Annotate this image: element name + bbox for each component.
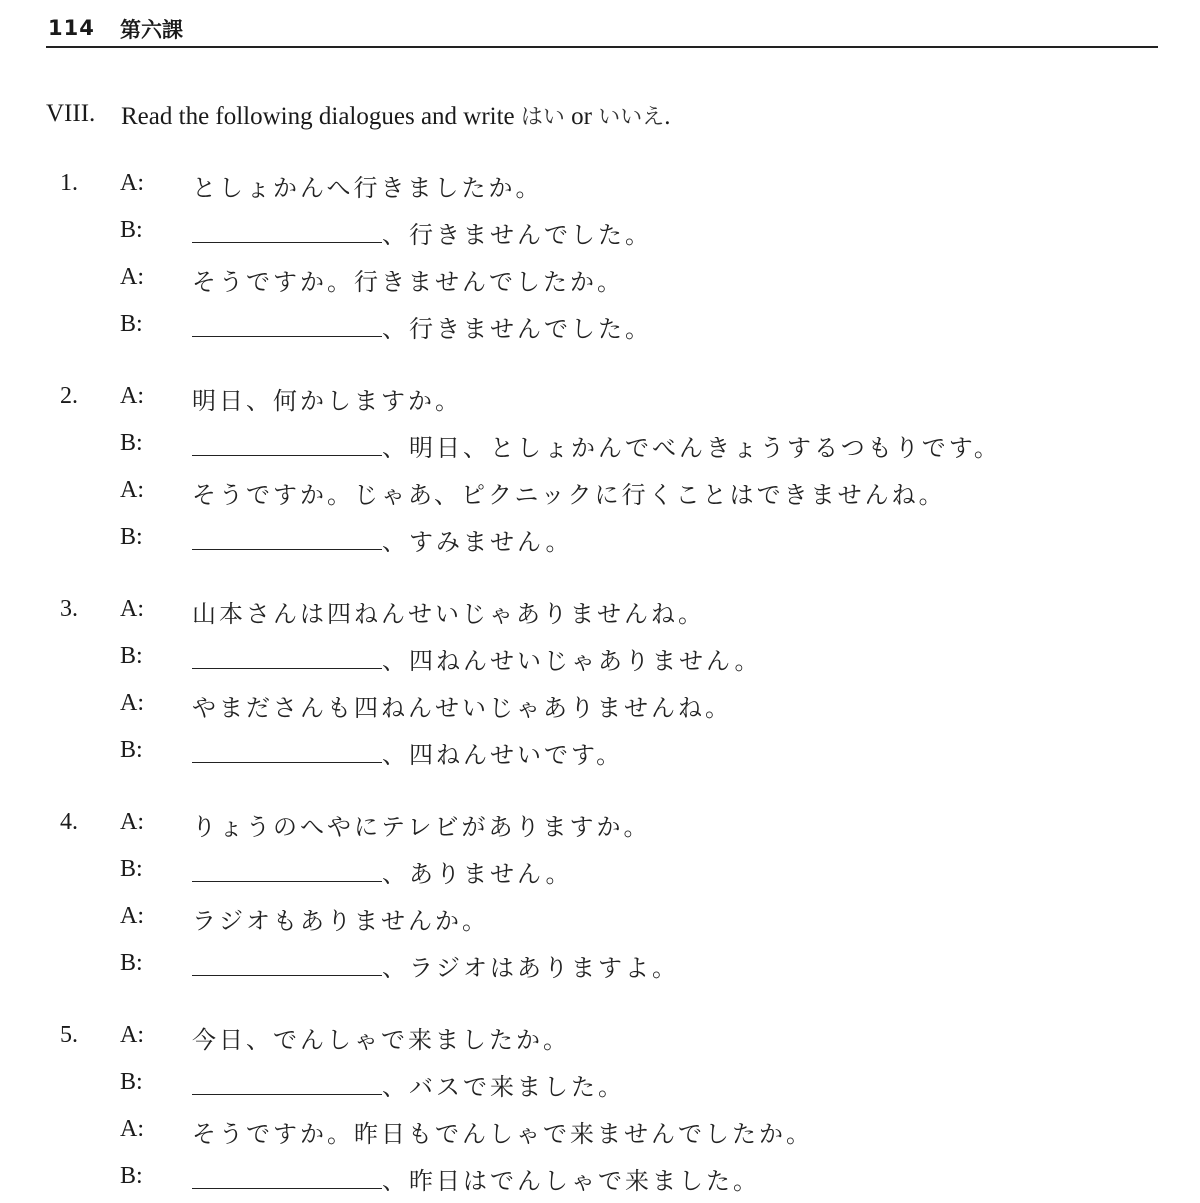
utterance [192,594,705,629]
section-number: VIII. [46,100,96,127]
instruction-text-en: Read the following dialogues and write [121,103,521,130]
utterance-text: ラジオもありませんか。 [192,907,489,935]
speaker-label: B: [120,643,143,669]
instruction-or: or [564,103,599,130]
speaker-label: A: [120,1116,144,1142]
utterance [192,428,1001,463]
speaker-label: B: [120,311,143,337]
dialogue-line [0,950,1200,990]
dialogue-line [0,1116,1200,1156]
dialogue-line [0,383,1200,423]
utterance-text: 今日、でんしゃで来ましたか。 [192,1026,570,1054]
answer-blank[interactable] [192,736,382,763]
lesson-title: 第六課 [120,18,183,42]
speaker-label: A: [120,690,144,716]
instruction-hai: はい [520,105,565,130]
speaker-label: A: [120,903,144,929]
instruction-text [121,100,671,131]
utterance [192,262,624,297]
utterance [192,901,489,936]
speaker-label: B: [120,430,143,456]
dialogue-line [0,1069,1200,1109]
utterance-text: 山本さんは四ねんせいじゃありませんね。 [192,600,705,628]
exercise-number: 2. [60,383,78,409]
dialogue-line [0,264,1200,304]
dialogue-line [0,690,1200,730]
dialogue-line [0,477,1200,517]
utterance-text: 、ありません。 [382,860,573,888]
answer-blank[interactable] [192,1068,382,1095]
utterance [192,807,651,842]
utterance-text: 、四ねんせいじゃありません。 [382,647,762,675]
dialogue-line [0,856,1200,896]
utterance-text: としょかんへ行きましたか。 [192,174,543,202]
utterance [192,168,543,203]
utterance-text: りょうのへやにテレビがありますか。 [192,813,651,841]
speaker-label: A: [120,264,144,290]
speaker-label: A: [120,383,144,409]
answer-blank[interactable] [192,642,382,669]
utterance-text: 、昨日はでんしゃで来ました。 [382,1167,760,1195]
utterance [192,475,946,510]
instruction-period: . [664,103,671,130]
utterance [192,309,652,344]
answer-blank[interactable] [192,216,382,243]
speaker-label: B: [120,856,143,882]
speaker-label: A: [120,1022,144,1048]
speaker-label: A: [120,170,144,196]
utterance-text: 、行きませんでした。 [382,315,652,343]
exercise-number: 5. [60,1022,78,1048]
dialogue-line [0,809,1200,849]
speaker-label: A: [120,477,144,503]
utterance-text: 、すみません。 [382,528,573,556]
dialogue-line [0,524,1200,564]
utterance [192,1114,813,1149]
speaker-label: A: [120,809,144,835]
instruction-iie: いいえ [598,105,665,130]
dialogue-line [0,1022,1200,1062]
utterance-text: そうですか。昨日もでんしゃで来ませんでしたか。 [192,1120,813,1148]
exercise-number: 3. [60,596,78,622]
utterance-text: やまださんも四ねんせいじゃありませんね。 [192,694,732,722]
answer-blank[interactable] [192,523,382,550]
speaker-label: B: [120,1069,143,1095]
utterance [192,1020,570,1055]
utterance [192,735,623,770]
answer-blank[interactable] [192,949,382,976]
utterance-text: 、行きませんでした。 [382,221,652,249]
utterance [192,641,761,676]
exercise-number: 4. [60,809,78,835]
speaker-label: B: [120,737,143,763]
utterance-text: 、四ねんせいです。 [382,741,624,769]
utterance-text: そうですか。じゃあ、ピクニックに行くことはできませんね。 [192,481,946,509]
dialogue-line [0,903,1200,943]
page-header [46,8,1158,48]
utterance [192,381,462,416]
utterance [192,215,652,250]
exercise-number: 1. [60,170,78,196]
utterance-text: 、バスで来ました。 [382,1073,625,1101]
utterance [192,1067,625,1102]
speaker-label: B: [120,950,143,976]
answer-blank[interactable] [192,1162,382,1189]
dialogue-line [0,737,1200,777]
dialogue-line [0,311,1200,351]
utterance [192,688,732,723]
speaker-label: B: [120,217,143,243]
dialogue-line [0,170,1200,210]
page-number: 114 [48,16,95,40]
utterance-text: そうですか。行きませんでしたか。 [192,268,624,296]
dialogue-line [0,430,1200,470]
answer-blank[interactable] [192,310,382,337]
answer-blank[interactable] [192,855,382,882]
speaker-label: B: [120,1163,143,1189]
answer-blank[interactable] [192,429,382,456]
utterance-text: 、ラジオはありますよ。 [382,954,679,982]
dialogue-line [0,217,1200,257]
utterance-text: 、明日、としょかんでべんきょうするつもりです。 [382,434,1001,462]
utterance [192,1161,760,1196]
dialogue-line [0,1163,1200,1203]
speaker-label: B: [120,524,143,550]
dialogue-line [0,643,1200,683]
speaker-label: A: [120,596,144,622]
utterance [192,854,572,889]
utterance [192,522,572,557]
dialogue-line [0,596,1200,636]
utterance-text: 明日、何かしますか。 [192,387,462,415]
utterance [192,948,679,983]
